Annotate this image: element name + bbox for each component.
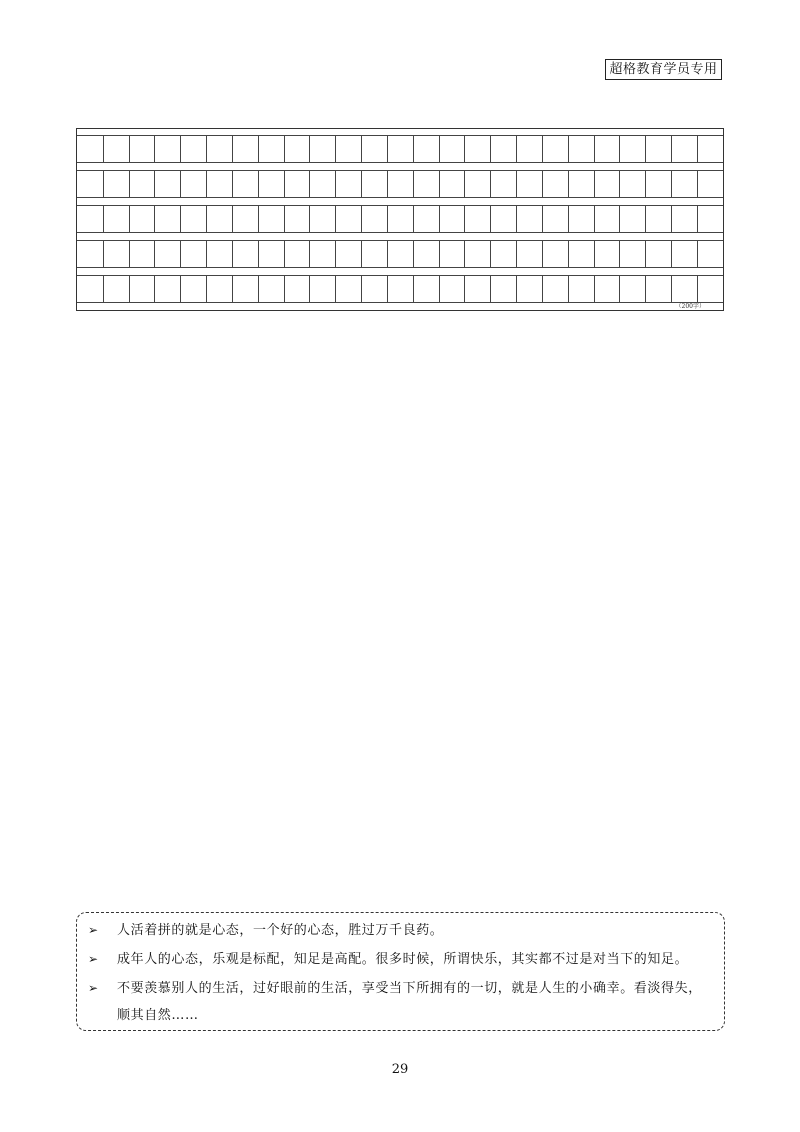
grid-cell: [697, 240, 723, 268]
grid-cell: [645, 275, 671, 303]
arrow-bullet-icon: ➢: [88, 923, 99, 937]
grid-cell: [206, 275, 232, 303]
grid-cell: [309, 205, 335, 233]
grid-cell: [180, 240, 206, 268]
grid-cell: [77, 205, 103, 233]
grid-cell: [516, 135, 542, 163]
grid-cell: [284, 170, 310, 198]
grid-cell: [309, 275, 335, 303]
grid-cell: [413, 170, 439, 198]
grid-cell: [258, 135, 284, 163]
grid-cell: [697, 135, 723, 163]
grid-cell: [103, 170, 129, 198]
grid-cell: [671, 275, 697, 303]
grid-cell: [284, 205, 310, 233]
page-number: 29: [391, 1062, 409, 1077]
grid-cell: [180, 275, 206, 303]
grid-cell: [413, 205, 439, 233]
grid-cell: [103, 205, 129, 233]
grid-cell: [671, 170, 697, 198]
grid-cell: [154, 135, 180, 163]
grid-cell: [335, 135, 361, 163]
grid-row: [77, 275, 723, 303]
grid-cell: [129, 275, 155, 303]
grid-cell: [387, 170, 413, 198]
grid-cell: [180, 135, 206, 163]
grid-cell: [335, 275, 361, 303]
grid-row: [77, 135, 723, 163]
tip-text: 成年人的心态，乐观是标配，知足是高配。很多时候，所谓快乐，其实都不过是对当下的知足。: [117, 952, 689, 967]
grid-cell: [284, 275, 310, 303]
grid-cell: [619, 205, 645, 233]
grid-cell: [594, 170, 620, 198]
grid-cell: [542, 170, 568, 198]
grid-cell: [671, 205, 697, 233]
grid-cell: [439, 205, 465, 233]
grid-cell: [697, 275, 723, 303]
grid-cell: [258, 240, 284, 268]
grid-cell: [439, 135, 465, 163]
grid-cell: [361, 170, 387, 198]
grid-cell: [413, 240, 439, 268]
grid-cell: [206, 135, 232, 163]
grid-cell: [619, 275, 645, 303]
grid-cell: [387, 205, 413, 233]
grid-cell: [103, 135, 129, 163]
grid-cell: [645, 170, 671, 198]
grid-cell: [258, 205, 284, 233]
grid-cell: [516, 170, 542, 198]
writing-grid: [76, 128, 724, 311]
grid-cell: [103, 275, 129, 303]
grid-cell: [490, 240, 516, 268]
grid-cell: [232, 170, 258, 198]
grid-cell: [697, 205, 723, 233]
grid-cell: [154, 170, 180, 198]
grid-cell: [516, 240, 542, 268]
grid-cell: [387, 135, 413, 163]
grid-cell: [490, 135, 516, 163]
grid-cell: [284, 240, 310, 268]
grid-cell: [284, 135, 310, 163]
grid-cell: [154, 275, 180, 303]
grid-cell: [568, 135, 594, 163]
arrow-bullet-icon: ➢: [88, 981, 99, 995]
grid-cell: [439, 170, 465, 198]
grid-cell: [77, 240, 103, 268]
grid-cell: [594, 205, 620, 233]
grid-cell: [490, 205, 516, 233]
grid-cell: [594, 135, 620, 163]
grid-cell: [413, 135, 439, 163]
grid-cell: [594, 240, 620, 268]
grid-cell: [645, 205, 671, 233]
arrow-bullet-icon: ➢: [88, 952, 99, 966]
grid-cell: [542, 240, 568, 268]
grid-cell: [103, 240, 129, 268]
grid-cell: [335, 205, 361, 233]
grid-cell: [516, 275, 542, 303]
grid-cell: [516, 205, 542, 233]
grid-cell: [361, 205, 387, 233]
grid-cell: [180, 205, 206, 233]
grid-cell: [697, 170, 723, 198]
grid-cell: [309, 170, 335, 198]
grid-cell: [129, 170, 155, 198]
grid-cell: [619, 135, 645, 163]
grid-cell: [490, 275, 516, 303]
grid-cell: [129, 205, 155, 233]
grid-cell: [464, 205, 490, 233]
grid-cell: [335, 170, 361, 198]
grid-cell: [206, 170, 232, 198]
grid-cell: [361, 275, 387, 303]
grid-cell: [309, 135, 335, 163]
grid-cell: [154, 240, 180, 268]
header-badge: 超格教育学员专用: [605, 59, 722, 80]
grid-cell: [77, 275, 103, 303]
grid-cell: [387, 240, 413, 268]
grid-cell: [490, 170, 516, 198]
grid-cell: [542, 135, 568, 163]
grid-cell: [413, 275, 439, 303]
grid-cell: [206, 240, 232, 268]
grid-cell: [206, 205, 232, 233]
grid-cell: [180, 170, 206, 198]
grid-cell: [594, 275, 620, 303]
grid-cell: [464, 275, 490, 303]
grid-row: [77, 205, 723, 233]
grid-cell: [309, 240, 335, 268]
grid-cell: [77, 170, 103, 198]
word-count-label: （200字）: [675, 303, 705, 310]
grid-cell: [258, 275, 284, 303]
grid-cell: [232, 275, 258, 303]
grid-cell: [619, 170, 645, 198]
tip-text: 人活着拼的就是心态，一个好的心态，胜过万千良药。: [117, 923, 444, 938]
grid-cell: [154, 205, 180, 233]
grid-cell: [232, 240, 258, 268]
grid-cell: [232, 135, 258, 163]
grid-cell: [258, 170, 284, 198]
grid-cell: [568, 275, 594, 303]
grid-cell: [464, 240, 490, 268]
tips-box: [76, 912, 725, 1031]
grid-cell: [232, 205, 258, 233]
grid-cell: [671, 240, 697, 268]
grid-cell: [645, 135, 671, 163]
grid-cell: [464, 170, 490, 198]
grid-row: [77, 240, 723, 268]
grid-cell: [645, 240, 671, 268]
grid-cell: [361, 240, 387, 268]
grid-row: [77, 170, 723, 198]
grid-cell: [464, 135, 490, 163]
grid-cell: [439, 240, 465, 268]
grid-cell: [619, 240, 645, 268]
grid-cell: [77, 135, 103, 163]
grid-cell: [335, 240, 361, 268]
grid-cell: [671, 135, 697, 163]
grid-cell: [439, 275, 465, 303]
grid-cell: [129, 240, 155, 268]
grid-cell: [568, 170, 594, 198]
grid-cell: [542, 205, 568, 233]
grid-cell: [542, 275, 568, 303]
grid-cell: [129, 135, 155, 163]
grid-cell: [387, 275, 413, 303]
grid-cell: [361, 135, 387, 163]
tip-text: 不要羡慕别人的生活，过好眼前的生活，享受当下所拥有的一切，就是人生的小确幸。看淡得失，顺其自然……: [117, 981, 702, 1023]
grid-cell: [568, 205, 594, 233]
grid-cell: [568, 240, 594, 268]
